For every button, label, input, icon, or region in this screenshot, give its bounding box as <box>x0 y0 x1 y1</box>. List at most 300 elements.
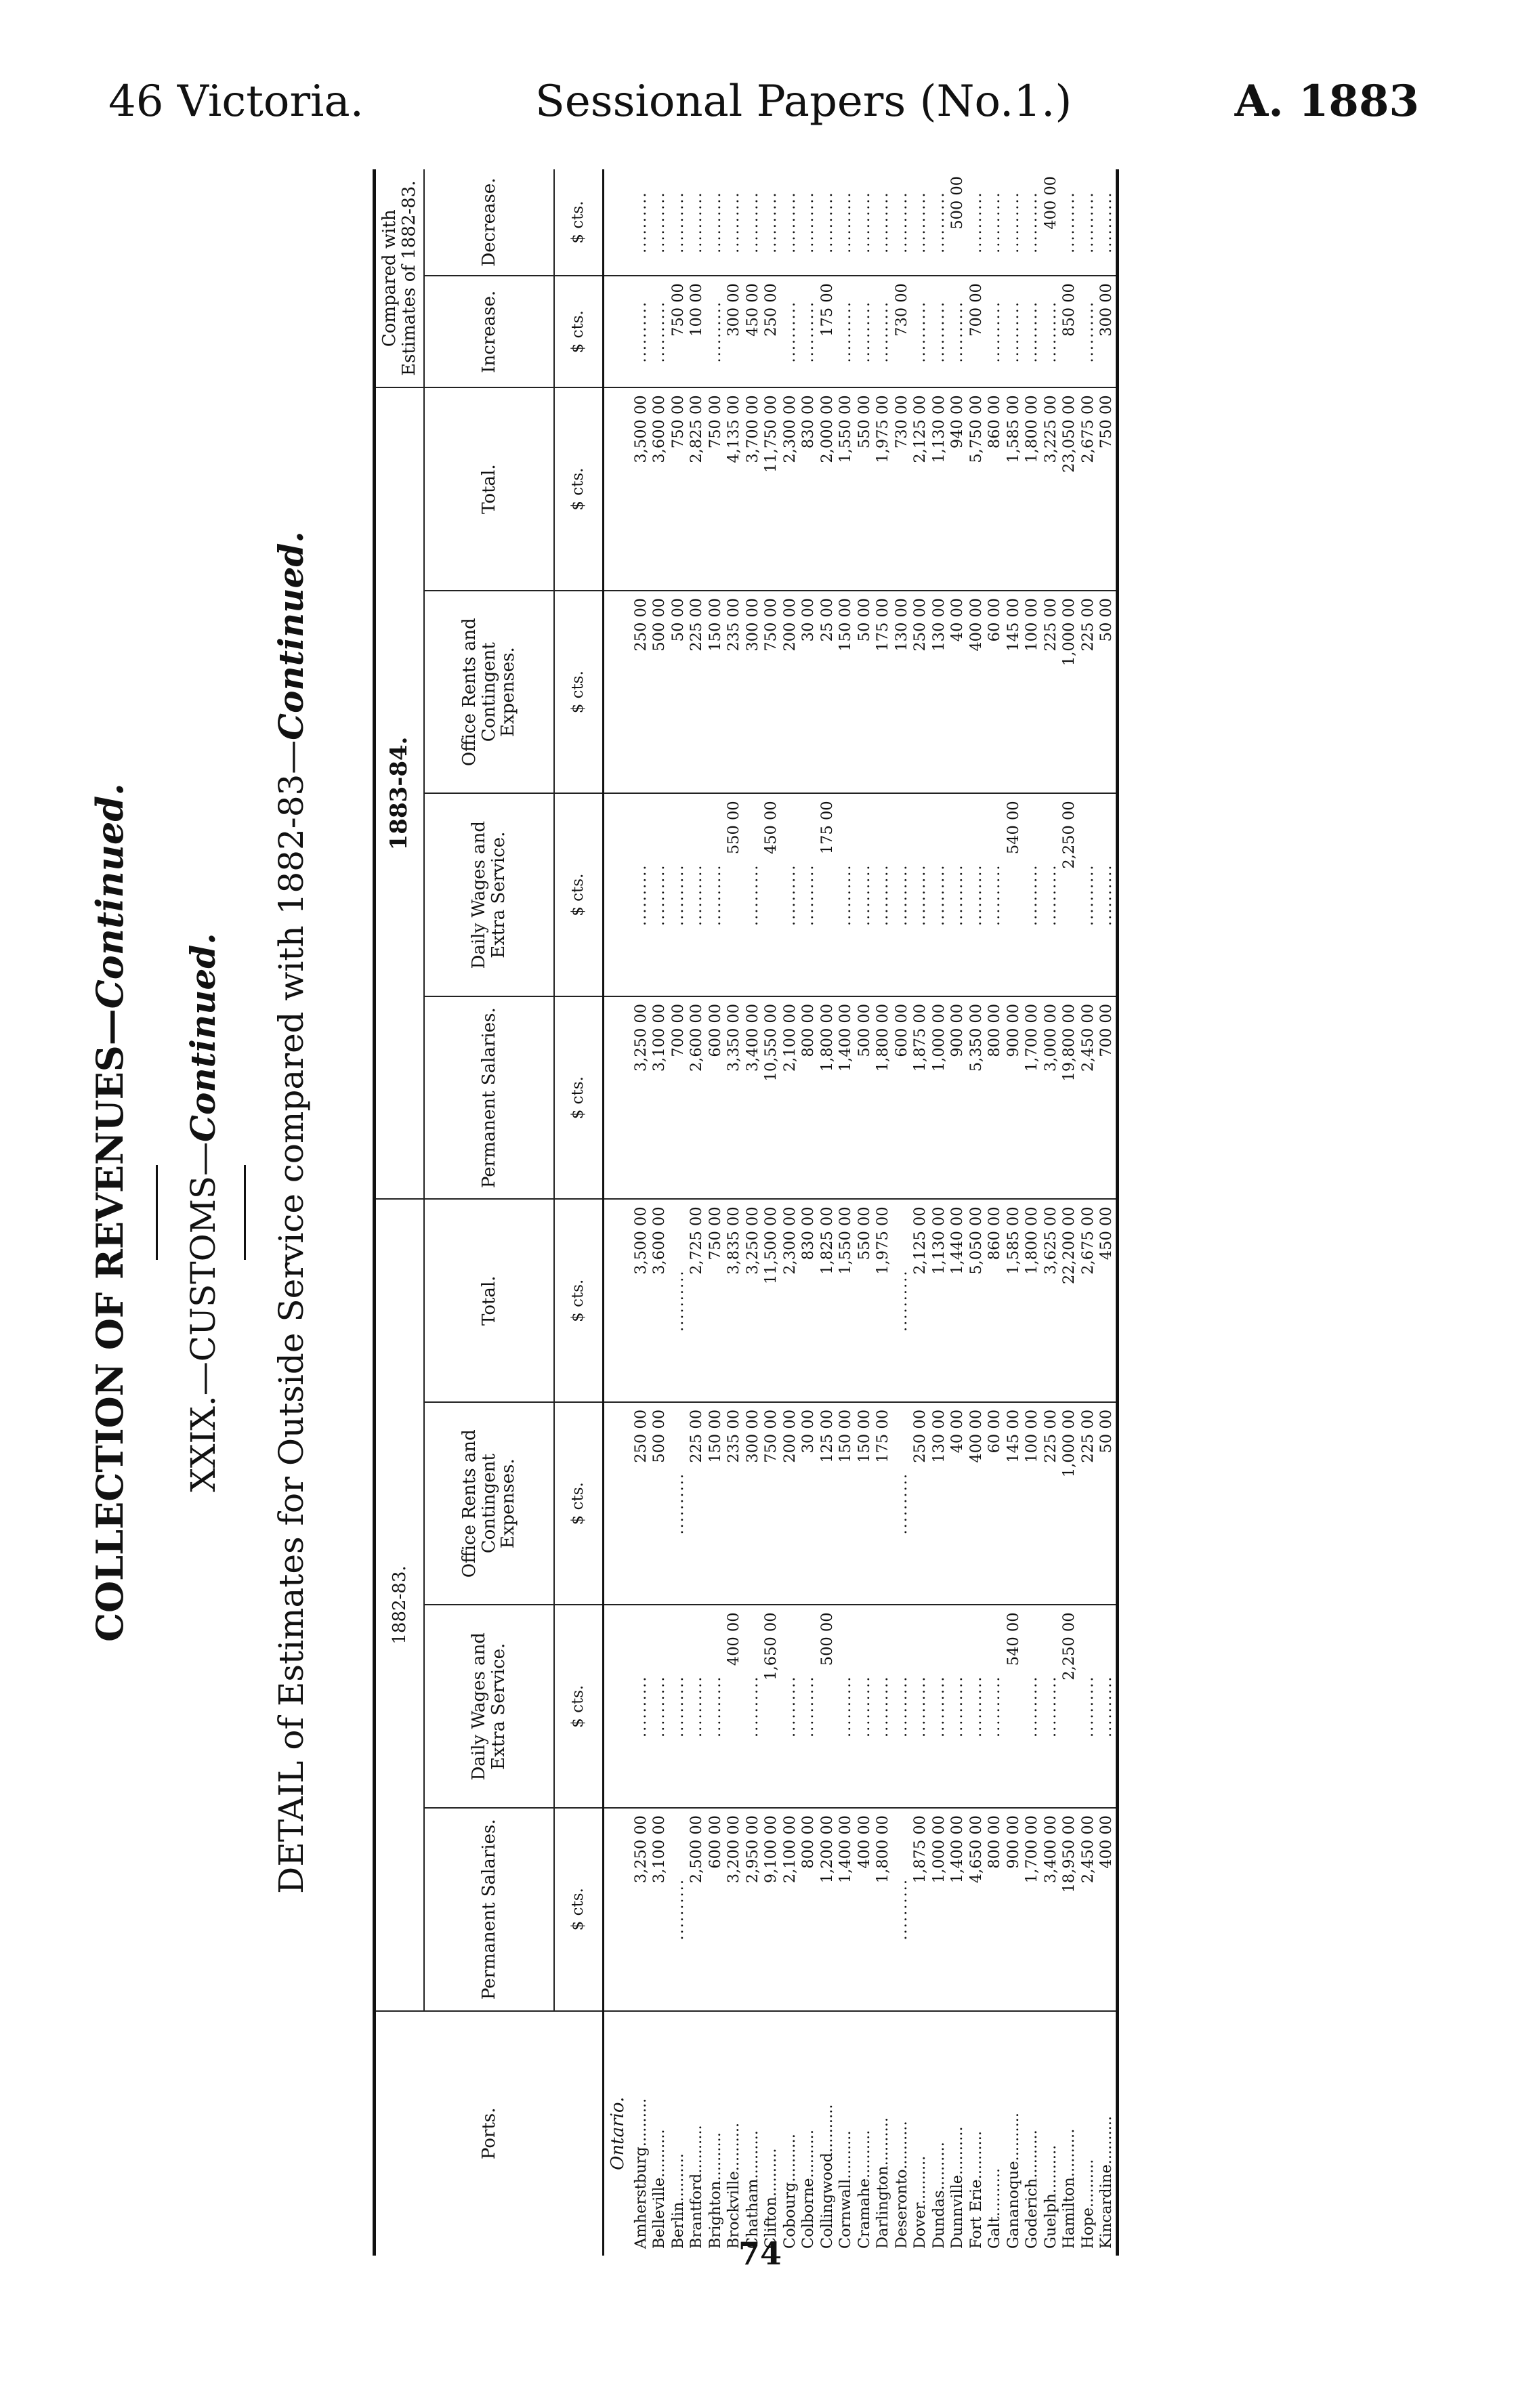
leader-dots: .......... <box>837 276 856 387</box>
cell-o83: 400 00 <box>967 591 986 794</box>
port-name: Hamilton.......... <box>1060 2128 1078 2249</box>
cell-p82: 2,500 00 <box>688 1808 707 2011</box>
cell-p82: 3,250 00 <box>631 1808 650 2011</box>
cell-p82: 1,400 00 <box>837 1808 856 2011</box>
cell-o83: 225 00 <box>688 591 707 794</box>
port-name: Berlin.......... <box>669 2153 687 2249</box>
cell-d82: 1,650 00 <box>762 1605 781 1808</box>
leader-dots: .......... <box>1078 1605 1097 1808</box>
cell-p82: 1,400 00 <box>948 1808 967 2011</box>
cell-t82: 860 00 <box>986 1199 1005 1402</box>
cell-p82: 2,450 00 <box>1078 1808 1097 2011</box>
cell-t82: 2,125 00 <box>911 1199 930 1402</box>
port-name: Chatham.......... <box>743 2130 761 2249</box>
cell-o83: 40 00 <box>948 591 967 794</box>
leader-dots: .......... <box>762 169 781 276</box>
province-label: Ontario. <box>604 2011 632 2256</box>
leader-dots: .......... <box>1060 169 1079 276</box>
table-row <box>1097 169 1118 2256</box>
leader-dots: .......... <box>948 276 967 387</box>
col-increase: Increase. <box>424 276 554 387</box>
cell-o83: 145 00 <box>1004 591 1023 794</box>
leader-dots: .......... <box>892 169 911 276</box>
sub-title-continued: Continued. <box>183 933 223 1142</box>
cell-o82: 200 00 <box>780 1402 799 1605</box>
cell-o83: 200 00 <box>780 591 799 794</box>
leader-dots: .......... <box>837 1605 856 1808</box>
cell-o83: 225 00 <box>1041 591 1060 794</box>
leader-dots: .......... <box>1078 793 1097 996</box>
cell-t83: 750 00 <box>1097 387 1118 591</box>
leader-dots: .......... <box>706 276 725 387</box>
leader-dots: .......... <box>631 1605 650 1808</box>
rotated-content <box>81 169 1341 2256</box>
leader-dots: .......... <box>948 793 967 996</box>
cell-t83: 1,585 00 <box>1004 387 1023 591</box>
port-name: Kincardine.......... <box>1097 2011 1118 2256</box>
port-name: Belleville.......... <box>650 2129 669 2249</box>
leader-dots: .......... <box>929 276 948 387</box>
cell-t82: 1,550 00 <box>837 1199 856 1402</box>
unit-label: $ cts. <box>554 387 604 591</box>
unit-label: $ cts. <box>554 276 604 387</box>
leader-dots: .......... <box>874 276 893 387</box>
table-row <box>892 169 911 2256</box>
table-row <box>1023 169 1042 2256</box>
cell-p82: 400 00 <box>1097 1808 1118 2011</box>
leader-dots: .......... <box>855 169 874 276</box>
leader-dots: .......... <box>669 1808 688 2011</box>
cell-p83: 10,550 00 <box>762 996 781 1200</box>
cell-t82: 3,600 00 <box>650 1199 669 1402</box>
header-left: 46 Victoria. <box>108 77 364 127</box>
cell-t83: 750 00 <box>669 387 688 591</box>
cell-p83: 1,000 00 <box>929 996 948 1200</box>
unit-label: $ cts. <box>554 1808 604 2011</box>
cell-t82: 2,300 00 <box>780 1199 799 1402</box>
cell-p82: 800 00 <box>986 1808 1005 2011</box>
cell-p83: 600 00 <box>892 996 911 1200</box>
port-name: Dunnville.......... <box>948 2126 967 2249</box>
table-row <box>762 169 781 2256</box>
leader-dots: .......... <box>780 1605 799 1808</box>
table-row <box>911 169 930 2256</box>
leader-dots: .......... <box>780 276 799 387</box>
cell-t82: 5,050 00 <box>967 1199 986 1402</box>
port-name: Brighton.......... <box>706 2132 724 2249</box>
cell-inc: 730 00 <box>892 276 911 387</box>
cell-t83: 830 00 <box>799 387 818 591</box>
cell-p82: 2,950 00 <box>743 1808 762 2011</box>
cell-inc: 450 00 <box>743 276 762 387</box>
cell-t82: 750 00 <box>706 1199 725 1402</box>
cell-d83: 540 00 <box>1004 793 1023 996</box>
cell-d83: 2,250 00 <box>1060 793 1079 996</box>
cell-t83: 1,550 00 <box>837 387 856 591</box>
cell-p83: 1,800 00 <box>818 996 837 1200</box>
leader-dots: .......... <box>911 276 930 387</box>
unit-label: $ cts. <box>554 1605 604 1808</box>
cell-t83: 2,125 00 <box>911 387 930 591</box>
cell-p82: 3,100 00 <box>650 1808 669 2011</box>
port-name: Amherstburg.......... <box>631 2098 650 2249</box>
table-row <box>855 169 874 2256</box>
cell-t82: 830 00 <box>799 1199 818 1402</box>
cell-p83: 3,000 00 <box>1041 996 1060 1200</box>
cell-o82: 250 00 <box>631 1402 650 1605</box>
table-row <box>1004 169 1023 2256</box>
detail-title-continued: Continued. <box>271 531 311 740</box>
port-name: Clifton.......... <box>762 2148 780 2249</box>
cell-t83: 23,050 00 <box>1060 387 1079 591</box>
cell-d82: 500 00 <box>818 1605 837 1808</box>
leader-dots: .......... <box>799 276 818 387</box>
leader-dots: .......... <box>631 793 650 996</box>
cell-inc: 750 00 <box>669 276 688 387</box>
col-permanent-1883: Permanent Salaries. <box>424 996 554 1200</box>
cell-inc: 100 00 <box>688 276 707 387</box>
unit-label: $ cts. <box>554 1402 604 1605</box>
cell-p83: 500 00 <box>855 996 874 1200</box>
cell-inc: 850 00 <box>1060 276 1079 387</box>
leader-dots: .......... <box>1004 169 1023 276</box>
leader-dots: .......... <box>929 169 948 276</box>
cell-p82: 1,875 00 <box>911 1808 930 2011</box>
port-name: Guelph.......... <box>1041 2145 1059 2249</box>
port-name: Brockville.......... <box>725 2122 743 2249</box>
table-row <box>743 169 762 2256</box>
cell-t83: 2,675 00 <box>1078 387 1097 591</box>
main-title <box>88 169 131 2256</box>
cell-o82: 750 00 <box>762 1402 781 1605</box>
cell-p82: 4,650 00 <box>967 1808 986 2011</box>
cell-p82: 1,000 00 <box>929 1808 948 2011</box>
leader-dots: .......... <box>929 1605 948 1808</box>
leader-dots: .......... <box>799 169 818 276</box>
table-row <box>688 169 707 2256</box>
cell-t83: 2,300 00 <box>780 387 799 591</box>
cell-p83: 1,700 00 <box>1023 996 1042 1200</box>
table-row <box>1060 169 1079 2256</box>
leader-dots: .......... <box>631 169 650 276</box>
leader-dots: .......... <box>911 1605 930 1808</box>
leader-dots: .......... <box>967 1605 986 1808</box>
cell-o83: 150 00 <box>837 591 856 794</box>
cell-p82: 400 00 <box>855 1808 874 2011</box>
cell-t83: 11,750 00 <box>762 387 781 591</box>
main-title-text: COLLECTION OF REVENUES— <box>88 1009 131 1642</box>
main-title-continued: Continued. <box>88 783 131 1009</box>
table-row <box>1078 169 1097 2256</box>
cell-o83: 250 00 <box>631 591 650 794</box>
port-name: Goderich.......... <box>1023 2130 1041 2249</box>
cell-t83: 3,500 00 <box>631 387 650 591</box>
cell-o83: 235 00 <box>725 591 744 794</box>
table-row <box>725 169 744 2256</box>
cell-o83: 25 00 <box>818 591 837 794</box>
leader-dots: .......... <box>706 1605 725 1808</box>
cell-o83: 225 00 <box>1078 591 1097 794</box>
title-rule <box>156 1165 158 1260</box>
cell-o82: 145 00 <box>1004 1402 1023 1605</box>
leader-dots: .......... <box>986 793 1005 996</box>
cell-o82: 235 00 <box>725 1402 744 1605</box>
cell-p82: 3,400 00 <box>1041 1808 1060 2011</box>
table-row <box>818 169 837 2256</box>
cell-o82: 300 00 <box>743 1402 762 1605</box>
cell-o83: 130 00 <box>892 591 911 794</box>
cell-t82: 550 00 <box>855 1199 874 1402</box>
port-name: Brantford.......... <box>688 2125 706 2249</box>
leader-dots: .......... <box>1097 1605 1118 1808</box>
col-decrease: Decrease. <box>424 169 554 276</box>
cell-p83: 1,800 00 <box>874 996 893 1200</box>
cell-p83: 800 00 <box>799 996 818 1200</box>
leader-dots: .......... <box>874 169 893 276</box>
cell-t83: 1,975 00 <box>874 387 893 591</box>
port-name: Dover.......... <box>911 2155 929 2249</box>
unit-label: $ cts. <box>554 793 604 996</box>
cell-t82: 22,200 00 <box>1060 1199 1079 1402</box>
cell-t82: 11,500 00 <box>762 1199 781 1402</box>
table-row <box>874 169 893 2256</box>
leader-dots: .......... <box>1041 1605 1060 1808</box>
leader-dots: .......... <box>1023 276 1042 387</box>
cell-t82: 1,130 00 <box>929 1199 948 1402</box>
cell-p82: 1,200 00 <box>818 1808 837 2011</box>
leader-dots: .......... <box>837 793 856 996</box>
sub-title <box>183 169 223 2256</box>
cell-p83: 700 00 <box>669 996 688 1200</box>
port-name: Cramahe.......... <box>855 2130 873 2249</box>
cell-t83: 940 00 <box>948 387 967 591</box>
leader-dots: .......... <box>650 1605 669 1808</box>
cell-o83: 1,000 00 <box>1060 591 1079 794</box>
group-compared-header: Compared with Estimates of 1882-83. <box>375 169 425 387</box>
group-1883-header: 1883-84. <box>375 387 425 1199</box>
col-total-1883: Total. <box>424 387 554 591</box>
cell-p83: 3,350 00 <box>725 996 744 1200</box>
leader-dots: .......... <box>855 1605 874 1808</box>
cell-t83: 3,600 00 <box>650 387 669 591</box>
cell-o82: 250 00 <box>911 1402 930 1605</box>
col-total-1882: Total. <box>424 1199 554 1402</box>
leader-dots: .......... <box>780 169 799 276</box>
col-office-1883: Office Rents and Contingent Expenses. <box>424 591 554 794</box>
leader-dots: .......... <box>818 169 837 276</box>
cell-t82: 1,825 00 <box>818 1199 837 1402</box>
cell-p83: 1,400 00 <box>837 996 856 1200</box>
leader-dots: .......... <box>1041 276 1060 387</box>
leader-dots: .......... <box>743 793 762 996</box>
leader-dots: .......... <box>855 276 874 387</box>
cell-p82: 18,950 00 <box>1060 1808 1079 2011</box>
cell-d83: 175 00 <box>818 793 837 996</box>
leader-dots: .......... <box>706 169 725 276</box>
cell-o83: 50 00 <box>669 591 688 794</box>
cell-t82: 3,835 00 <box>725 1199 744 1402</box>
cell-o83: 130 00 <box>929 591 948 794</box>
cell-p83: 2,450 00 <box>1078 996 1097 1200</box>
cell-dec: 400 00 <box>1041 169 1060 276</box>
cell-o82: 150 00 <box>837 1402 856 1605</box>
cell-o82: 500 00 <box>650 1402 669 1605</box>
leader-dots: .......... <box>669 169 688 276</box>
leader-dots: .......... <box>986 1605 1005 1808</box>
titles <box>81 169 352 2256</box>
cell-p82: 900 00 <box>1004 1808 1023 2011</box>
table-row <box>929 169 948 2256</box>
leader-dots: .......... <box>874 1605 893 1808</box>
leader-dots: .......... <box>1097 169 1118 276</box>
leader-dots: .......... <box>743 1605 762 1808</box>
table-row <box>650 169 669 2256</box>
leader-dots: .......... <box>799 1605 818 1808</box>
leader-dots: .......... <box>1078 169 1097 276</box>
leader-dots: .......... <box>780 793 799 996</box>
cell-o82: 125 00 <box>818 1402 837 1605</box>
cell-o82: 400 00 <box>967 1402 986 1605</box>
leader-dots: .......... <box>669 1605 688 1808</box>
cell-o82: 175 00 <box>874 1402 893 1605</box>
cell-o83: 50 00 <box>855 591 874 794</box>
cell-o82: 130 00 <box>929 1402 948 1605</box>
cell-p82: 800 00 <box>799 1808 818 2011</box>
table-row <box>1041 169 1060 2256</box>
leader-dots: .......... <box>1023 169 1042 276</box>
cell-t82: 1,440 00 <box>948 1199 967 1402</box>
leader-dots: .......... <box>855 793 874 996</box>
leader-dots: .......... <box>967 793 986 996</box>
leader-dots: .......... <box>1041 793 1060 996</box>
col-office-1882: Office Rents and Contingent Expenses. <box>424 1402 554 1605</box>
port-name: Collingwood.......... <box>818 2104 836 2249</box>
unit-label: $ cts. <box>554 169 604 276</box>
cell-p83: 5,350 00 <box>967 996 986 1200</box>
cell-t83: 3,700 00 <box>743 387 762 591</box>
cell-p83: 2,600 00 <box>688 996 707 1200</box>
cell-o82: 30 00 <box>799 1402 818 1605</box>
table-row <box>631 169 650 2256</box>
cell-o82: 50 00 <box>1097 1402 1118 1605</box>
cell-p82: 600 00 <box>706 1808 725 2011</box>
cell-inc: 300 00 <box>1097 276 1118 387</box>
leader-dots: .......... <box>669 1402 688 1605</box>
cell-t83: 3,225 00 <box>1041 387 1060 591</box>
cell-p83: 700 00 <box>1097 996 1118 1200</box>
leader-dots: .......... <box>669 1199 688 1402</box>
table-row <box>967 169 986 2256</box>
col-daily-1882: Daily Wages and Extra Service. <box>424 1605 554 1808</box>
cell-p82: 2,100 00 <box>780 1808 799 2011</box>
cell-o83: 60 00 <box>986 591 1005 794</box>
leader-dots: .......... <box>929 793 948 996</box>
cell-o82: 150 00 <box>855 1402 874 1605</box>
subtitle-rule <box>244 1165 246 1260</box>
unit-label: $ cts. <box>554 591 604 794</box>
cell-p83: 3,100 00 <box>650 996 669 1200</box>
cell-t82: 450 00 <box>1097 1199 1118 1402</box>
port-name: Deseronto.......... <box>892 2121 910 2249</box>
cell-t82: 1,800 00 <box>1023 1199 1042 1402</box>
cell-o83: 175 00 <box>874 591 893 794</box>
cell-t83: 550 00 <box>855 387 874 591</box>
page-number: 74 <box>738 2235 782 2272</box>
port-name: Darlington.......... <box>874 2117 892 2249</box>
cell-t82: 2,675 00 <box>1078 1199 1097 1402</box>
cell-t83: 750 00 <box>706 387 725 591</box>
cell-t83: 4,135 00 <box>725 387 744 591</box>
leader-dots: .......... <box>911 793 930 996</box>
leader-dots: .......... <box>837 169 856 276</box>
cell-o83: 100 00 <box>1023 591 1042 794</box>
cell-t82: 3,250 00 <box>743 1199 762 1402</box>
cell-o82: 100 00 <box>1023 1402 1042 1605</box>
cell-t83: 730 00 <box>892 387 911 591</box>
cell-t82: 2,725 00 <box>688 1199 707 1402</box>
cell-p83: 3,250 00 <box>631 996 650 1200</box>
leader-dots: .......... <box>669 793 688 996</box>
cell-inc: 175 00 <box>818 276 837 387</box>
col-permanent-1882: Permanent Salaries. <box>424 1808 554 2011</box>
cell-t83: 1,800 00 <box>1023 387 1042 591</box>
ports-header: Ports. <box>375 2011 604 2256</box>
cell-o83: 30 00 <box>799 591 818 794</box>
cell-p82: 3,200 00 <box>725 1808 744 2011</box>
port-name: Cobourg.......... <box>780 2134 799 2249</box>
leader-dots: .......... <box>743 169 762 276</box>
cell-inc: 300 00 <box>725 276 744 387</box>
cell-d82: 2,250 00 <box>1060 1605 1079 1808</box>
table-row <box>780 169 799 2256</box>
cell-p83: 800 00 <box>986 996 1005 1200</box>
cell-t83: 5,750 00 <box>967 387 986 591</box>
cell-d82: 540 00 <box>1004 1605 1023 1808</box>
table-row <box>669 169 688 2256</box>
cell-p82: 9,100 00 <box>762 1808 781 2011</box>
cell-p83: 1,875 00 <box>911 996 930 1200</box>
cell-t83: 1,130 00 <box>929 387 948 591</box>
col-daily-1883: Daily Wages and Extra Service. <box>424 793 554 996</box>
leader-dots: .......... <box>688 1605 707 1808</box>
cell-t83: 2,825 00 <box>688 387 707 591</box>
leader-dots: .......... <box>650 793 669 996</box>
port-name: Dundas.......... <box>929 2142 948 2249</box>
cell-o83: 500 00 <box>650 591 669 794</box>
leader-dots: .......... <box>688 793 707 996</box>
province-row <box>604 169 632 2256</box>
cell-o82: 60 00 <box>986 1402 1005 1605</box>
cell-dec: 500 00 <box>948 169 967 276</box>
leader-dots: .......... <box>688 169 707 276</box>
cell-o82: 40 00 <box>948 1402 967 1605</box>
header-right: A. 1883 <box>1234 76 1419 127</box>
leader-dots: .......... <box>799 793 818 996</box>
cell-t82: 1,585 00 <box>1004 1199 1023 1402</box>
leader-dots: .......... <box>874 793 893 996</box>
cell-p83: 900 00 <box>1004 996 1023 1200</box>
leader-dots: .......... <box>1023 1605 1042 1808</box>
leader-dots: .......... <box>631 276 650 387</box>
port-name: Hope.......... <box>1078 2159 1097 2249</box>
cell-o82: 225 00 <box>1078 1402 1097 1605</box>
port-name: Galt.......... <box>986 2168 1004 2249</box>
leader-dots: .......... <box>986 276 1005 387</box>
unit-label: $ cts. <box>554 996 604 1200</box>
leader-dots: .......... <box>948 1605 967 1808</box>
cell-p83: 900 00 <box>948 996 967 1200</box>
leader-dots: .......... <box>911 169 930 276</box>
